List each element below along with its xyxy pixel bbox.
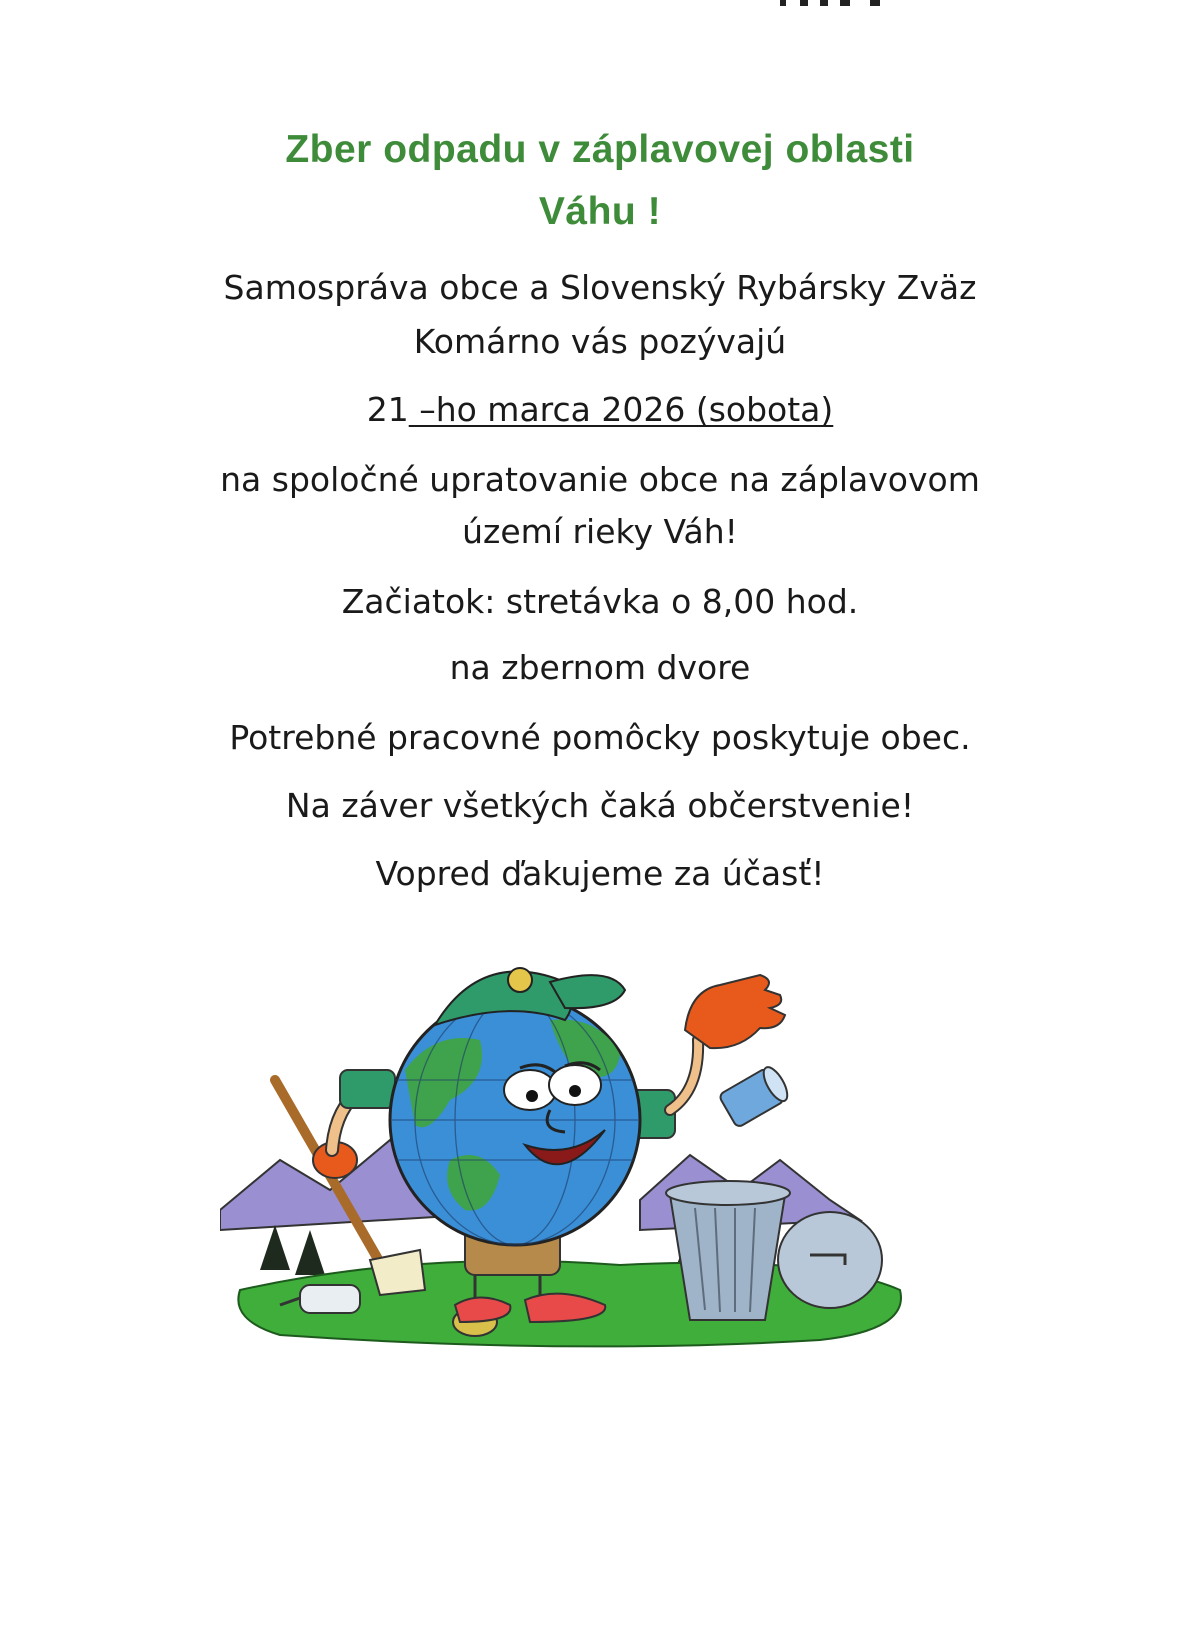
title-line-2: Váhu ! [538, 190, 662, 233]
title-line-1: Zber odpadu v záplavovej oblasti [285, 128, 915, 171]
purpose-line-1: na spoločné upratovanie obce na záplavovom [220, 460, 980, 499]
intro-line-2: Komárno vás pozývajú [413, 322, 787, 361]
purpose-line-2: území rieky Váh! [462, 512, 738, 551]
event-date-day: 21 [366, 390, 409, 429]
scan-edge-marks [780, 0, 980, 8]
event-date-rest: –ho marca 2026 (sobota) [408, 390, 834, 429]
tools-note: Potrebné pracovné pomôcky poskytuje obec. [229, 718, 971, 757]
earth-mascot-cleaning-icon [220, 960, 1000, 1440]
thanks-note: Vopred ďakujeme za účasť! [375, 854, 825, 893]
intro-line-1: Samospráva obce a Slovenský Rybársky Zväz [223, 268, 977, 307]
refreshment-note: Na záver všetkých čaká občerstvenie! [285, 786, 915, 825]
event-date [0, 390, 1200, 429]
meeting-place: na zbernom dvore [449, 648, 751, 687]
start-time: Začiatok: stretávka o 8,00 hod. [341, 582, 859, 621]
